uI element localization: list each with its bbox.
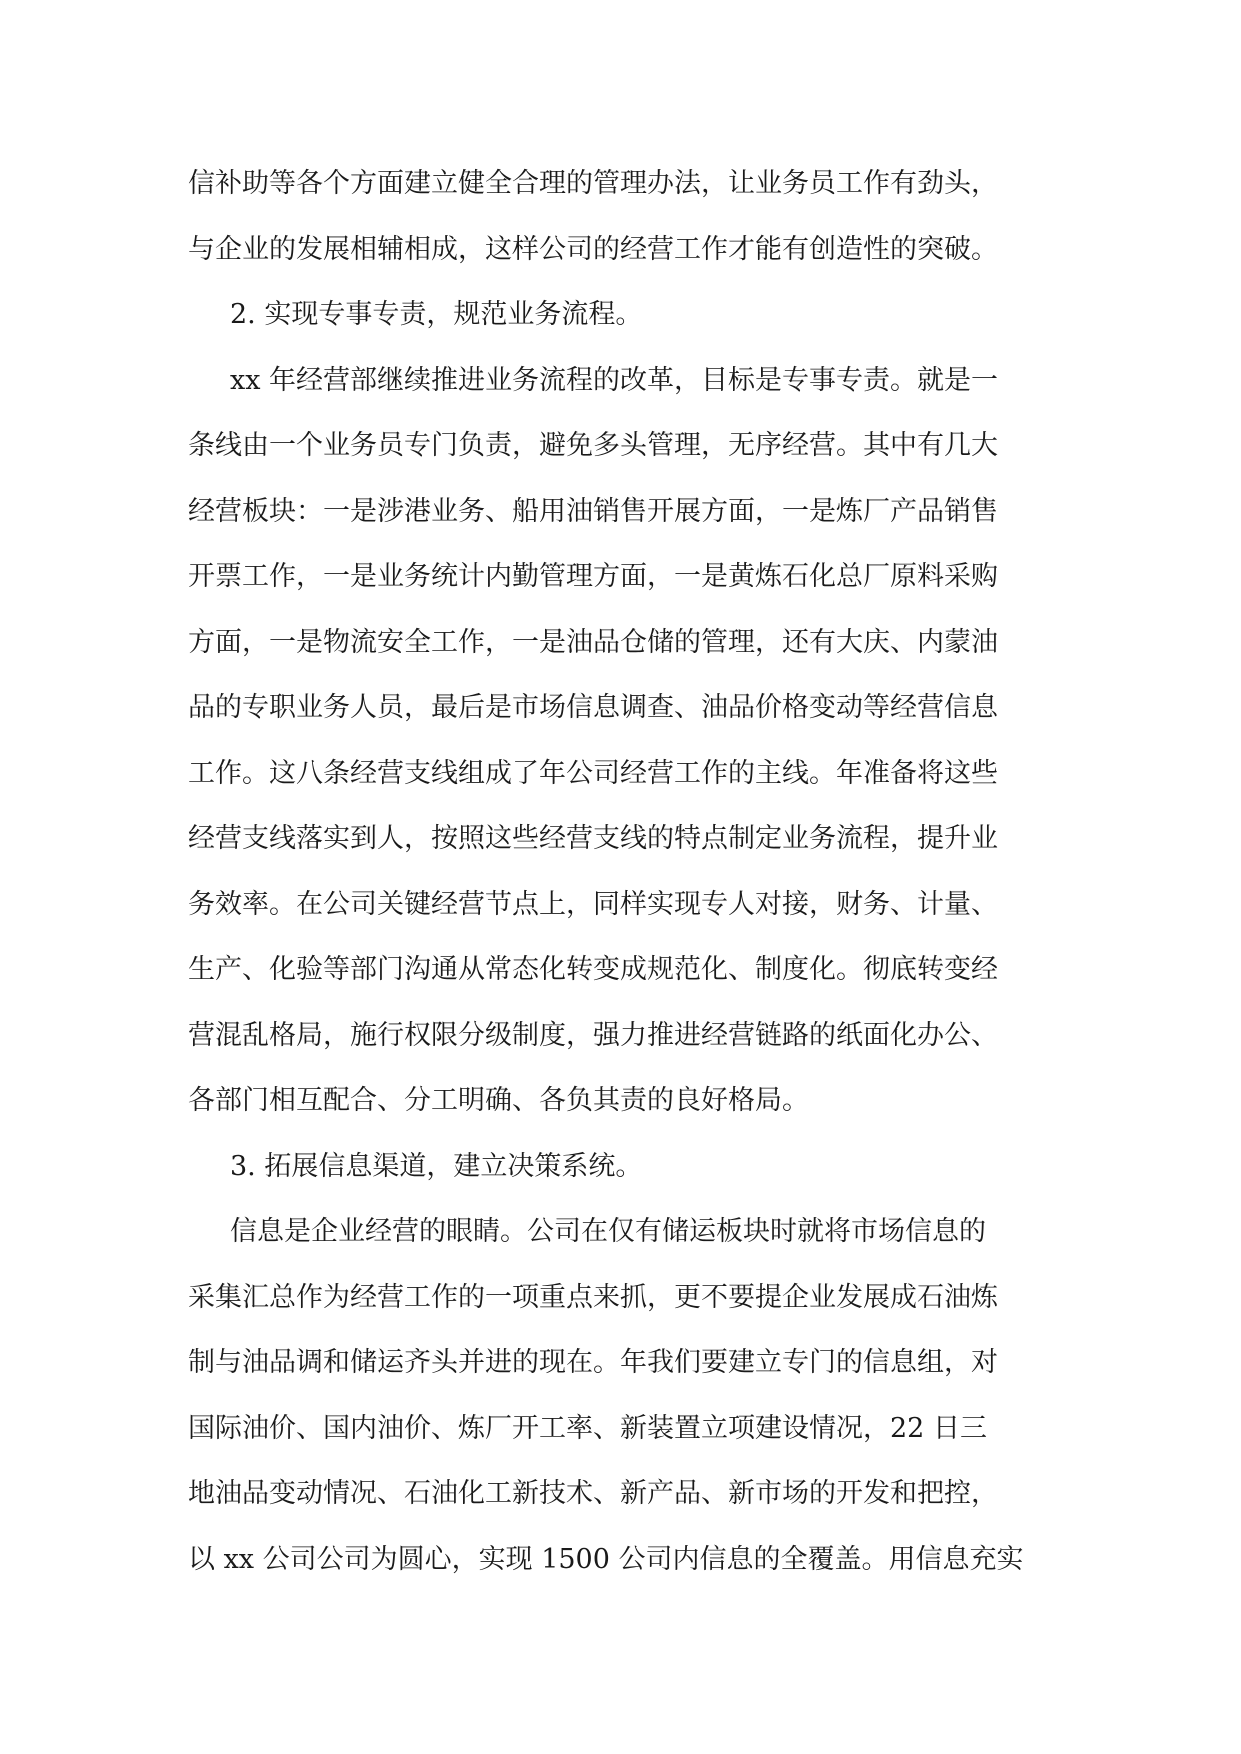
text-line: 国际油价、国内油价、炼厂开工率、新装置立项建设情况，22 日三 bbox=[188, 1412, 987, 1444]
text-line: 制与油品调和储运齐头并进的现在。年我们要建立专门的信息组，对 bbox=[188, 1347, 998, 1378]
text-line: 信息是企业经营的眼睛。公司在仅有储运板块时就将市场信息的 bbox=[230, 1216, 986, 1247]
text-line: 务效率。在公司关键经营节点上，同样实现专人对接，财务、计量、 bbox=[188, 888, 998, 920]
text-line: 地油品变动情况、石油化工新技术、新产品、新市场的开发和把控， bbox=[188, 1478, 998, 1509]
text-line: 开票工作，一是业务统计内勤管理方面，一是黄炼石化总厂原料采购 bbox=[188, 561, 998, 592]
text-line: xx 年经营部继续推进业务流程的改革，目标是专事专责。就是一 bbox=[230, 364, 999, 396]
text-line: 条线由一个业务员专门负责，避免多头管理，无序经营。其中有几大 bbox=[188, 430, 998, 461]
text-line: 工作。这八条经营支线组成了年公司经营工作的主线。年准备将这些 bbox=[188, 757, 998, 789]
text-line: 经营支线落实到人，按照这些经营支线的特点制定业务流程，提升业 bbox=[188, 823, 998, 854]
text-line: 3. 拓展信息渠道，建立决策系统。 bbox=[230, 1150, 643, 1182]
text-line: 以 xx 公司公司为圆心，实现 1500 公司内信息的全覆盖。用信息充实 bbox=[188, 1543, 1024, 1575]
text-line: 与企业的发展相辅相成，这样公司的经营工作才能有创造性的突破。 bbox=[188, 233, 998, 265]
text-line: 经营板块：一是涉港业务、船用油销售开展方面，一是炼厂产品销售 bbox=[188, 495, 998, 527]
text-line: 2. 实现专事专责，规范业务流程。 bbox=[230, 299, 643, 330]
body-text bbox=[188, 157, 1068, 1598]
text-line: 方面，一是物流安全工作，一是油品仓储的管理，还有大庆、内蒙油 bbox=[188, 626, 998, 658]
text-line: 营混乱格局，施行权限分级制度，强力推进经营链路的纸面化办公、 bbox=[188, 1019, 998, 1051]
text-line: 信补助等各个方面建立健全合理的管理办法，让业务员工作有劲头， bbox=[188, 168, 998, 199]
text-line: 品的专职业务人员，最后是市场信息调查、油品价格变动等经营信息 bbox=[188, 692, 998, 723]
text-line: 采集汇总作为经营工作的一项重点来抓，更不要提企业发展成石油炼 bbox=[188, 1281, 998, 1313]
text-line: 各部门相互配合、分工明确、各负其责的良好格局。 bbox=[188, 1085, 809, 1116]
text-line: 生产、化验等部门沟通从常态化转变成规范化、制度化。彻底转变经 bbox=[188, 954, 998, 985]
